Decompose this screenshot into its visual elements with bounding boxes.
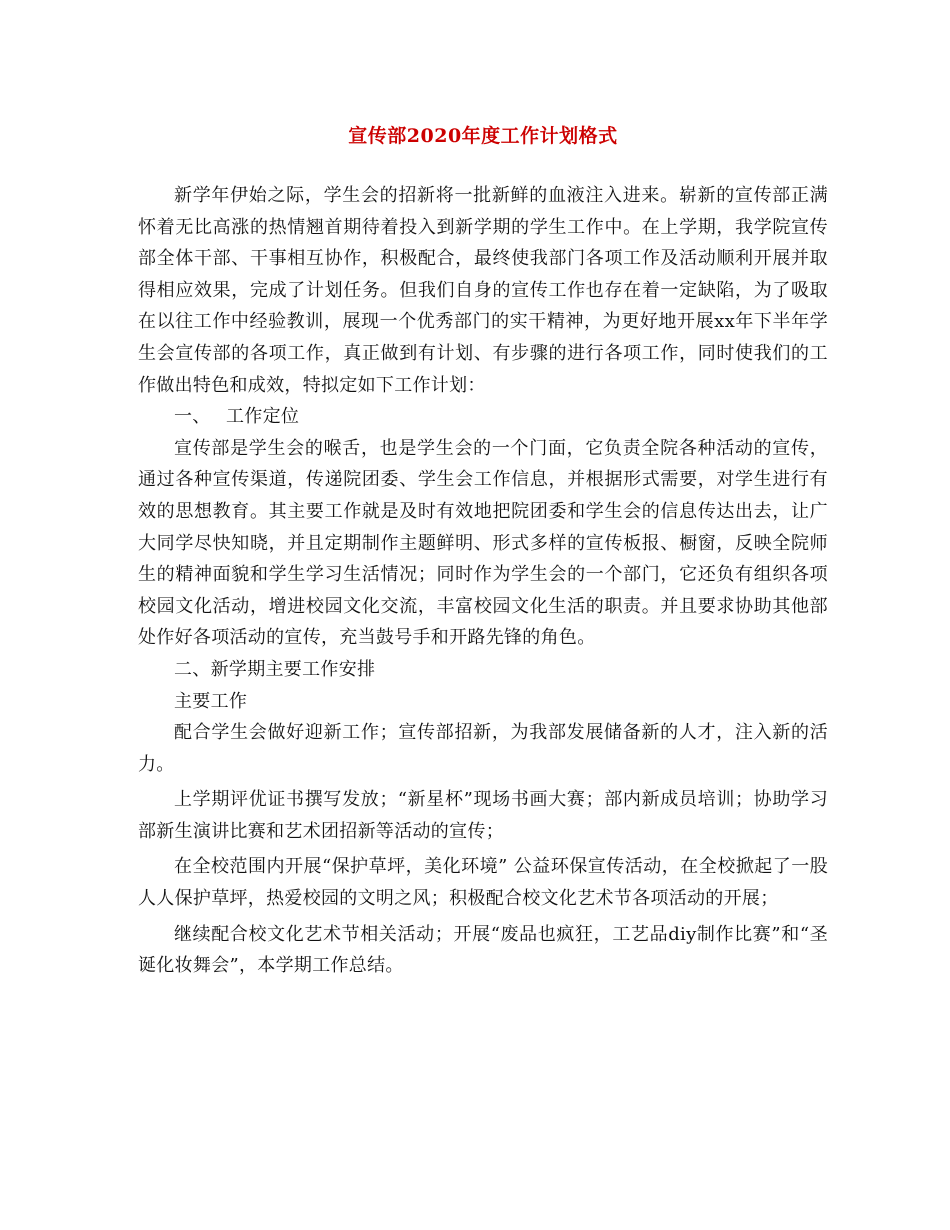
section-2-subheading: 主要工作 <box>174 690 248 712</box>
document-page <box>138 118 828 986</box>
section-2-heading: 二、新学期主要工作安排 <box>174 658 376 680</box>
section-1-number: 一、 <box>174 406 211 428</box>
work-item: 在全校范围内开展“保护草坪，美化环境” 公益环保宣传活动，在全校掀起了一股人人保护草坪，热爱校园的文明之风；积极配合校文化艺术节各项活动的开展； <box>138 856 828 910</box>
document-title: 宣传部2020年度工作计划格式 <box>348 125 618 147</box>
work-item: 上学期评优证书撰写发放；“新星杯”现场书画大赛；部内新成员培训；协助学习部新生演讲比赛和艺术团招新等活动的宣传； <box>138 789 828 842</box>
intro-paragraph: 新学年伊始之际，学生会的招新将一批新鲜的血液注入进来。崭新的宣传部正满怀着无比高涨的热情翘首期待着投入到新学期的学生工作中。在上学期，我学院宣传部全体干部、干事相互协作，积极配合，最终使我部门各项工作及活动顺利开展并取得相应效果，完成了计划任务。但我们自身的宣传工作也存在着一定缺陷，为了吸取在以往工作中经验教训，展现一个优秀部门的实干精神，为更好地开展xx年下半年学生会宣传部的各项工作，真正做到有计划、有步骤的进行各项工作，同时使我们的工作做出特色和成效，特拟定如下工作计划： <box>138 185 828 396</box>
section-1-body: 宣传部是学生会的喉舌，也是学生会的一个门面，它负责全院各种活动的宣传，通过各种宣传渠道，传递院团委、学生会工作信息，并根据形式需要，对学生进行有效的思想教育。其主要工作就是及时有效地把院团委和学生会的信息传达出去，让广大同学尽快知晓，并且定期制作主题鲜明、形式多样的宣传板报、橱窗，反映全院师生的精神面貌和学生学习生活情况；同时作为学生会的一个部门，它还负有组织各项校园文化活动，增进校园文化交流，丰富校园文化生活的职责。并且要求协助其他部处作好各项活动的宣传，充当鼓号手和开路先锋的角色。 <box>138 437 828 649</box>
work-item: 继续配合校文化艺术节相关活动；开展“废品也疯狂，工艺品diy制作比赛”和“圣诞化妆舞会”，本学期工作总结。 <box>138 923 828 977</box>
section-1-heading <box>138 401 828 433</box>
work-item: 配合学生会做好迎新工作；宣传部招新，为我部发展储备新的人才，注入新的活力。 <box>138 722 828 775</box>
section-1-title: 工作定位 <box>226 406 300 428</box>
